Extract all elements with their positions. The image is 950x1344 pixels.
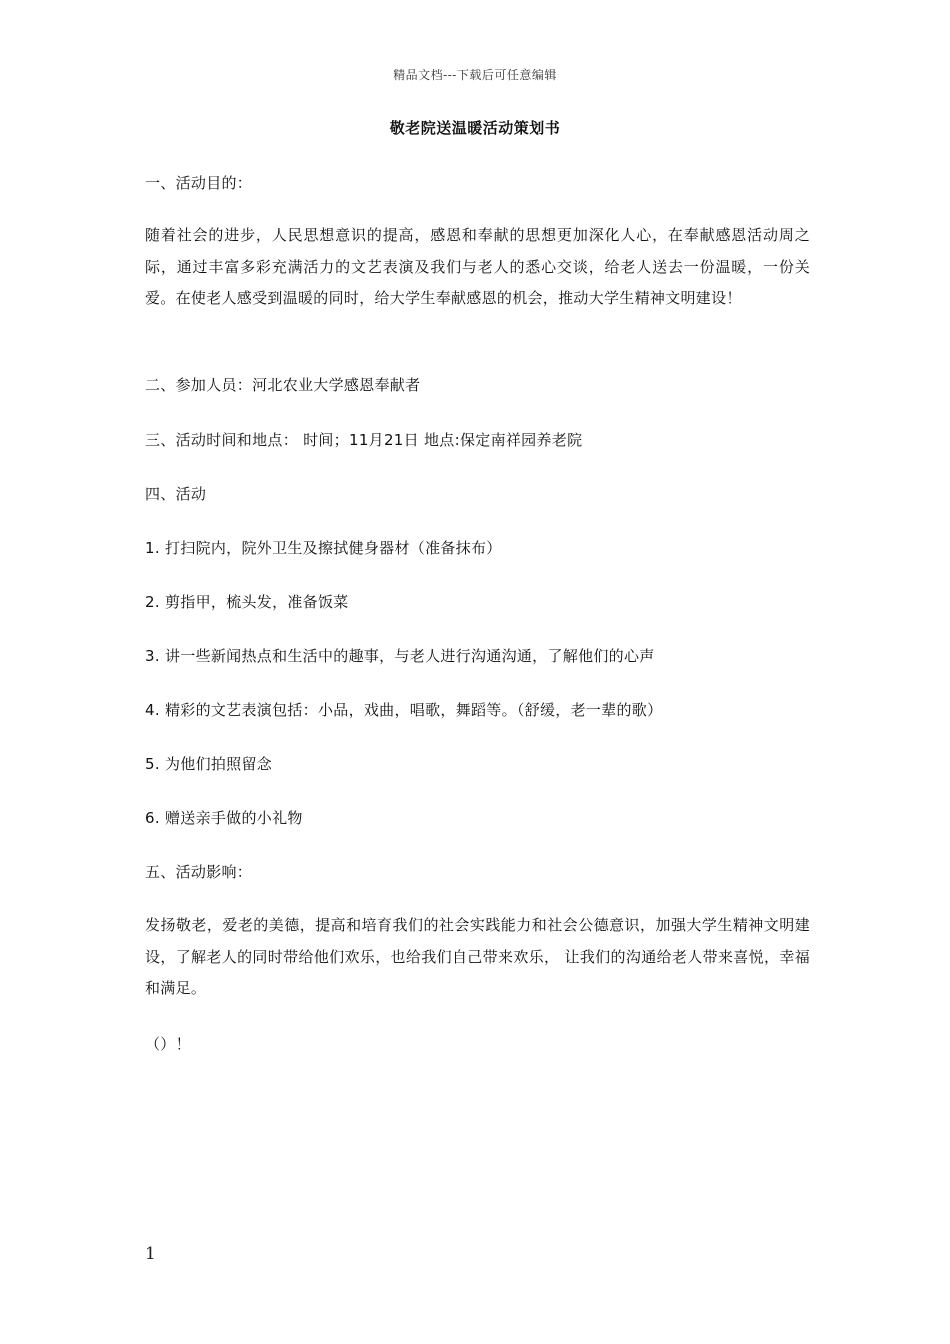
closing-mark: （）！ — [145, 1035, 191, 1053]
section-2-participants: 二、参加人员：河北农业大学感恩奉献者 — [145, 376, 421, 394]
section-4-heading: 四、活动 — [145, 485, 207, 503]
section-5-heading: 五、活动影响： — [145, 863, 253, 881]
list-item: 5. 为他们拍照留念 — [145, 755, 273, 773]
page-number: 1 — [145, 1244, 156, 1264]
section-5-body: 发扬敬老，爱老的美德，提高和培育我们的社会实践能力和社会公德意识，加强大学生精神文明建设，了解老人的同时带给他们欢乐，也给我们自己带来欢乐， 让我们的沟通给老人带来喜悦，幸福和满足。 — [145, 916, 810, 997]
list-item: 1. 打扫院内，院外卫生及擦拭健身器材（准备抹布） — [145, 539, 502, 557]
section-1-body: 随着社会的进步，人民思想意识的提高，感恩和奉献的思想更加深化人心，在奉献感恩活动周之际，通过丰富多彩充满活力的文艺表演及我们与老人的悉心交谈，给老人送去一份温暖，一份关爱。在使老人感受到温暖的同时，给大学生奉献感恩的机会，推动大学生精神文明建设！ — [145, 226, 810, 307]
header-note: 精品文档---下载后可任意编辑 — [393, 68, 557, 82]
section-1-heading: 一、活动目的： — [145, 174, 253, 192]
list-item: 6. 赠送亲手做的小礼物 — [145, 809, 303, 827]
list-item: 3. 讲一些新闻热点和生活中的趣事，与老人进行沟通沟通，了解他们的心声 — [145, 647, 655, 665]
list-item: 4. 精彩的文艺表演包括：小品，戏曲，唱歌，舞蹈等。（舒缓，老一辈的歌） — [145, 701, 663, 719]
list-item: 2. 剪指甲，梳头发，准备饭菜 — [145, 593, 349, 611]
section-3-time-location: 三、活动时间和地点： 时间；11月21日 地点:保定南祥园养老院 — [145, 431, 583, 449]
document-title: 敬老院送温暖活动策划书 — [389, 119, 561, 137]
